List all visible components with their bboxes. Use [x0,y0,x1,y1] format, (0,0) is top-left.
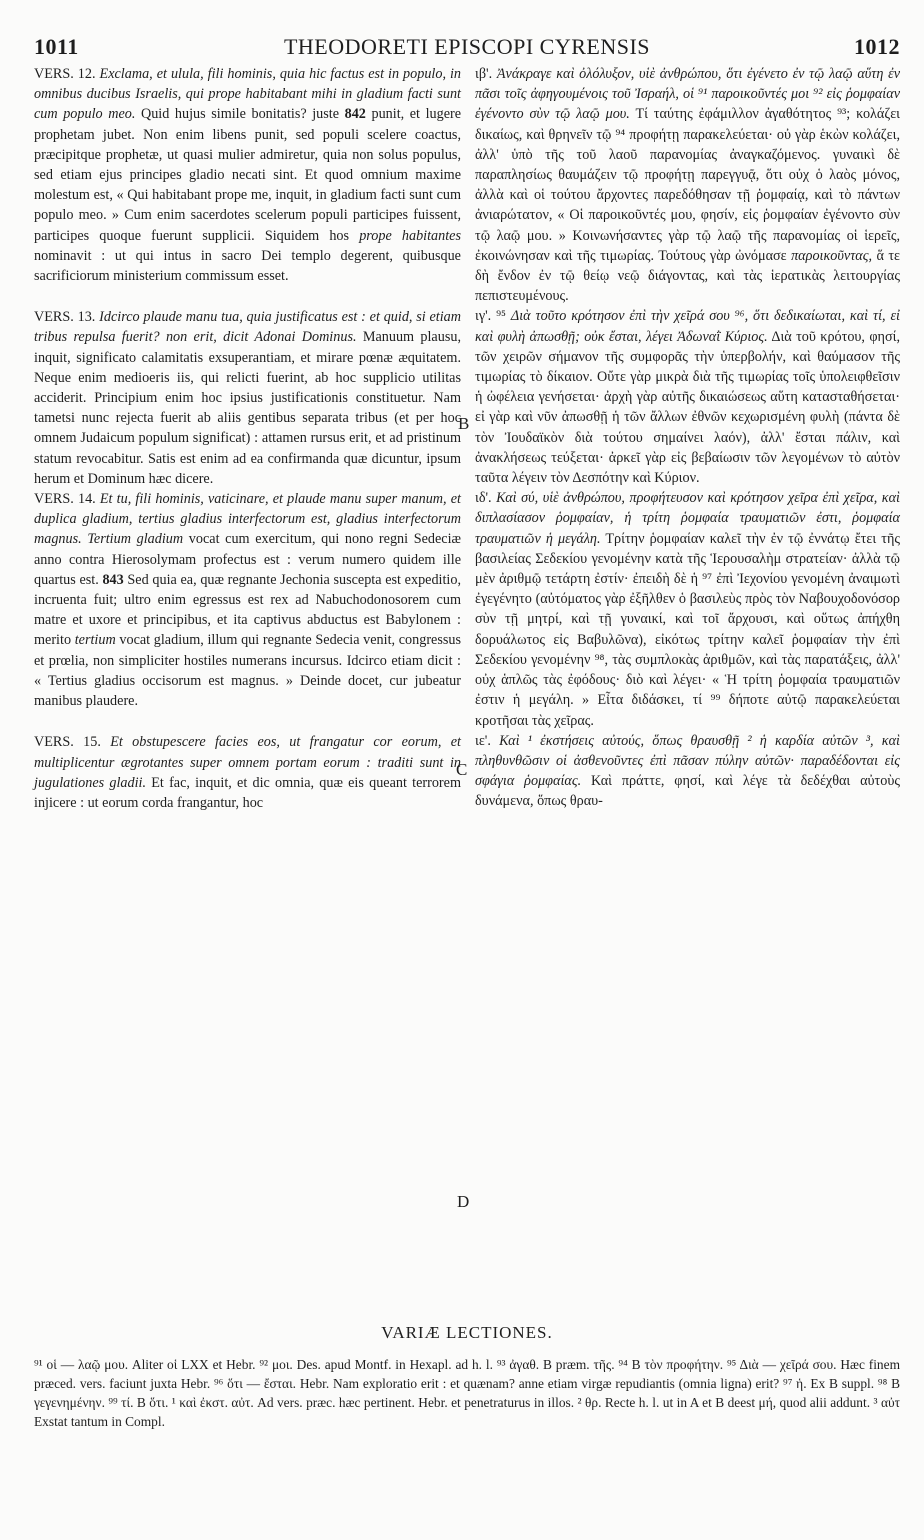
commentary-text: vocat cum exercitum, qui nono regni Sedeciæ anno contra Hierosolymam profectus est : verum numero quidem ille quartus est. [34,531,462,588]
verse-lemma: Et tu, fili hominis, vaticinare, et plaude manu super manum, et duplica gladium, tertius gladius interfectorum est, gladius interfectorum magnus. Tertium gladium [34,491,461,548]
commentary-text: Sed quia ea, quæ regnante Jechonia suscepta est expeditio, incruenta fuit; ultro enim egressus est rex ad Nabuchodonosorem cum matre et uxore et principibus, et ita captivus abductus est Babylonem : merito [34,571,462,649]
commentary-italic: prope habitantes [359,227,462,244]
margin-letter-b: B [458,414,470,433]
greek-verse-15 [475,731,900,812]
variae-heading: VARIÆ LECTIONES. [381,1323,553,1342]
variae-lectiones [34,1323,900,1431]
commentary-text: ἅ τε δὴ ἔνδον ἐν τῷ θείῳ νεῷ διάγοντας, καὶ τὰς ἱερατικὰς λειτουργίας πεπιστευμένους. [475,247,900,305]
migne-column-number: 843 [102,571,124,588]
greek-verse-12 [475,64,900,306]
greek-column [475,64,900,812]
margin-letter-c: C [456,760,468,779]
verse-lemma: Διὰ τοῦτο κρότησον ἐπὶ τὴν χεῖρά σου ⁹⁶, ὅτι δεδικαίωται, καὶ τί, εἰ καὶ φυλὴ ἀπωσθῇ; οὐκ ἔσται, λέγει Ἀδωναῒ Κύριος. [475,308,901,345]
page-number-left: 1011 [34,34,79,59]
verse-label: VERS. 13. [34,309,96,326]
migne-column-number: 842 [344,106,366,123]
verse-label: VERS. 12. [34,66,96,82]
greek-verse-13 [475,306,900,488]
verse-lemma: Exclama, et ulula, fili hominis, quia hic factus est in populo, in omnibus ducibus Israelis, qui prope habitabant mihi in gladium facti sunt cum populo meo. [34,66,462,123]
commentary-italic: tertium [74,632,116,649]
verse-label: VERS. 14. [34,491,96,508]
commentary-text: nominavit : ut qui intus in sacro Dei templo degerent, quibusque sacrificiorum ministerium commissum esset. [34,247,461,285]
running-title: THEODORETI EPISCOPI CYRENSIS [283,34,651,59]
verse-lemma: Idcirco plaude manu tua, quia justificatus est : et quid, si etiam tribus repulsa fuerit? non erit, dicit Adonai Dominus. [34,309,462,346]
commentary-text: Διὰ τοῦ κρότου, φησί, τῶν χειρῶν σήμανον τῆς συμφορᾶς τὴν ὑπερβολήν, καὶ θαύμασον τῆς τιμωρίας τὸ δίκαιον. Οὔτε γὰρ μικρὰ διὰ τῆς τιμωρίας τοῖς ὑπολειφθεῖσιν ἡ ὠφέλεια γενήσεται· ἀρχὴ γὰρ αὐτῆς δικαιώσεως αὕτη κατασταθήσεται· εἰ γὰρ καὶ νῦν ἀπωσθῇ ἡ τῶν ἄλλων ἐθνῶν κεχωρισμένη φυλὴ (πάντα δὲ τὸν Ἰουδαϊκὸν διὰ τούτου σημαίνει λαόν), ἀλλ' ἔσται πάλιν, καὶ ἀνακλήσεως τεύξεται· ἀρκεῖ γὰρ εἰς βεβαίωσιν τῶν λεγομένων τὸ αὐτὸν ταῦτα λέγειν τὸν Δεσπότην καὶ Κύριον. [475,328,900,487]
commentary-text: vocat gladium, illum qui regnante Sedecia venit, congressus et prœlia, non simpliciter hostiles numerans incursus. Idcirco etiam dicit : « Tertius gladius occisorum est magnus. » Deinde docet, cur jubeatur manibus plaudere. [34,632,462,710]
verse-lemma: Et obstupescere facies eos, ut frangatur cor eorum, et multiplicentur ægrotantes super omnem portam eorum : traditi sunt in jugulationes gladii. [34,734,462,791]
commentary-text: Καὶ πράττε, φησί, καὶ λέγε τὰ δεδέχθαι αὐτοὺς δυνάμενα, ὅπως θραυ- [475,773,900,810]
latin-verse-15 [34,732,461,813]
latin-verse-13 [34,307,461,489]
latin-column [34,64,461,813]
verse-label: VERS. 15. [34,734,101,751]
verse-lemma: Καὶ σύ, υἱὲ ἀνθρώπου, προφήτευσον καὶ κρότησον χεῖρα ἐπὶ χεῖρα, καὶ διπλασίασον ῥομφαίαν, ἡ τρίτη ῥομφαία τραυματιῶν ἐστι, ῥομφαία τραυματιῶν ἡ μεγάλη. [475,490,900,547]
verse-lemma: Ἀνάκραγε καὶ ὀλόλυξον, υἱὲ ἀνθρώπου, ὅτι ἐγένετο ἐν τῷ λαῷ αὕτη ἐν πᾶσι τοῖς ἀφηγουμένοις τοῦ Ἰσραήλ, οἱ ⁹¹ παροικοῦντές μοι ⁹² εἰς ῥομφαίαν ἐγένοντο σὺν τῷ λαῷ μου. [475,66,900,123]
commentary-text: Manuum plausu, inquit, significato calamitatis exsuperantiam, et mirare pœnæ æquitatem. Neque enim medioeris iis, qui relicti fuerint, ab hoc supplicio utilitas acciderit. Principium enim hoc ipsius justificationis constituetur. Nam tametsi nunc rejecta fuerit ab aliis gentibus separata tribus (et per hoc omnem Judaicum populum significat) : attamen rursus erit, et ad pristinum statum revocabitur. Satis est enim ad ea confirmanda quæ dicuntur, ipsum herum et Dominum hæc dicere. [34,329,461,487]
verse-lemma: Καὶ ¹ ἐκστήσεις αὐτούς, ὅπως θραυσθῇ ² ἡ καρδία αὐτῶν ³, καὶ πληθυνθῶσιν οἱ ἀσθενοῦντες ἐπὶ πᾶσαν πύλην αὐτῶν· παραδέδονται εἰς σφάγια ῥομφαίας. [475,732,900,790]
latin-verse-12 [34,64,461,286]
commentary-text: Quid hujus simile bonitatis? juste [140,106,340,123]
verse-number: ιδ'. [475,490,492,507]
verse-number: ιγ'. ⁹⁵ [475,308,506,325]
margin-letter-d: D [457,1192,470,1211]
greek-verse-14 [475,488,900,730]
commentary-text: Τρίτην ῥομφαίαν καλεῖ τὴν ἐν τῷ ἐννάτῳ ἔτει τῆς βασιλείας Σεδεκίου γενομένην κατὰ τῆς Ἱερουσαλὴμ στρατείαν· ἀλλὰ τῷ μὲν ἀριθμῷ τετάρτη ἐστίν· ἐπειδὴ δὲ ἡ ⁹⁷ ἐπὶ Ἰεχονίου γενομένη ἀναιμωτὶ ἐγεγένητο (αὐτόματος γὰρ ἐξῆλθεν ὁ βασιλεὺς πρὸς τὸν Ναβουχοδονόσορ σὺν τῇ μητρί, καὶ τῇ γυναικί, καὶ τοῖ ἄρχουσι, καὶ οὕτως ἀπήχθη δορυάλωτος εἰς Βαβυλῶνα), εἰκότως τρίτην καλεῖ ῥομφαίαν τὴν ἐπὶ Σεδεκίου γενομένην ⁹⁸, τὰς συμπλοκὰς ἀριθμῶν, καὶ τὰς παρατάξεις, ἀλλ' οὐχ ἁπλῶς τὰς ἐφόδους· διὸ καὶ λέγει· « Ἡ τρίτη ῥομφαία τραυματιῶν ἐστιν ἡ μεγάλη. » Εἶτα διδάσκει, τί ⁹⁹ δήποτε αὐτῷ παρακελεύεται κροτῆσαι τὰς χεῖρας. [475,530,900,729]
variae-notes: ⁹¹ οἱ — λαῷ μου. Aliter οἱ LXX et Hebr. ⁹² μοι. Des. apud Montf. in Hexapl. ad h. l. ⁹³ ἀγαθ. B præm. τῆς. ⁹⁴ B τὸν προφήτην. ⁹⁵ Διὰ — χεῖρά σου. Hæc finem præced. vers. faciunt juxta Hebr. ⁹⁶ ὅτι — ἔσται. Hebr. Nam exploratio erit : et quænam? anne etiam virgæ repudiantis (omnia ligna) erit? ⁹⁷ ἡ. Ex B suppl. ⁹⁸ B γεγενημένην. ⁹⁹ τί. B ὅτι. ¹ καὶ ἐκστ. αὐτ. Ad vers. præc. hæc pertinent. Hebr. et penetraturus in illos. ² θρ. Recte h. l. ut in A et B deest μή, quod alii addunt. ³ αὐτ Exstat tantum in Compl. [34,1357,900,1429]
page-number-right: 1012 [854,34,900,59]
running-header [34,34,900,62]
latin-verse-14 [34,489,461,711]
verse-number: ιβ'. [475,66,493,82]
commentary-italic: παροικοῦντας, [791,247,873,264]
commentary-text: punit, et lugere prophetam jubet. Non enim libens punit, sed populi scelere coactus, præcipitque prophetæ, ut quasi mulier admiretur, quia non solus populus, sed etiam ejus principes gladio necati sint. Et quod omnium maxime molestum est, « Qui habitabant prope me, inquit, in gladium facti sunt cum populo meo. » Cum enim sacerdotes scelerum populi participes fuissent, participes quoque fuerunt supplicii. Siquidem hos [34,106,462,244]
verse-number: ιε'. [475,732,491,749]
commentary-text: Et fac, inquit, et dic omnia, quæ eis queant terrorem injicere : ut eorum corda frangantur, hoc [34,774,461,811]
commentary-text: Τί ταύτης ἐφάμιλλον ἀγαθότητος ⁹³; κολάζει δικαίως, καὶ θρηνεῖν τῷ ⁹⁴ προφήτῃ παρακελεύεται· οὐ γὰρ ἑκὼν κολάζει, ἀλλ' ὑπὸ τῆς τοῦ λαοῦ παρανομίας ἀναγκαζόμενος. γυναικὶ δὲ παραπλησίως θαυμάζειν τῷ προφήτῃ παρεγγυᾷ, ὅτι οὐχ ὁ λαὸς μόνος, ἀλλὰ καὶ οἱ τούτου ἄρχοντες παρεδόθησαν τῇ ῥομφαίᾳ, καὶ τὸ πάντων ἀνιαρώτατον, « Οἱ παροικοῦντές μου, φησίν, εἰς ῥομφαίαν ἐγένοντο σὺν τῷ λαῷ μου. » Κοινωνήσαντες γὰρ τῷ λαῷ τῆς παρανομίας οἱ ἱερεῖς, ἐκοινώνησαν καὶ τῆς τιμωρίας. Τούτους γὰρ ὠνόμασε [475,106,901,264]
